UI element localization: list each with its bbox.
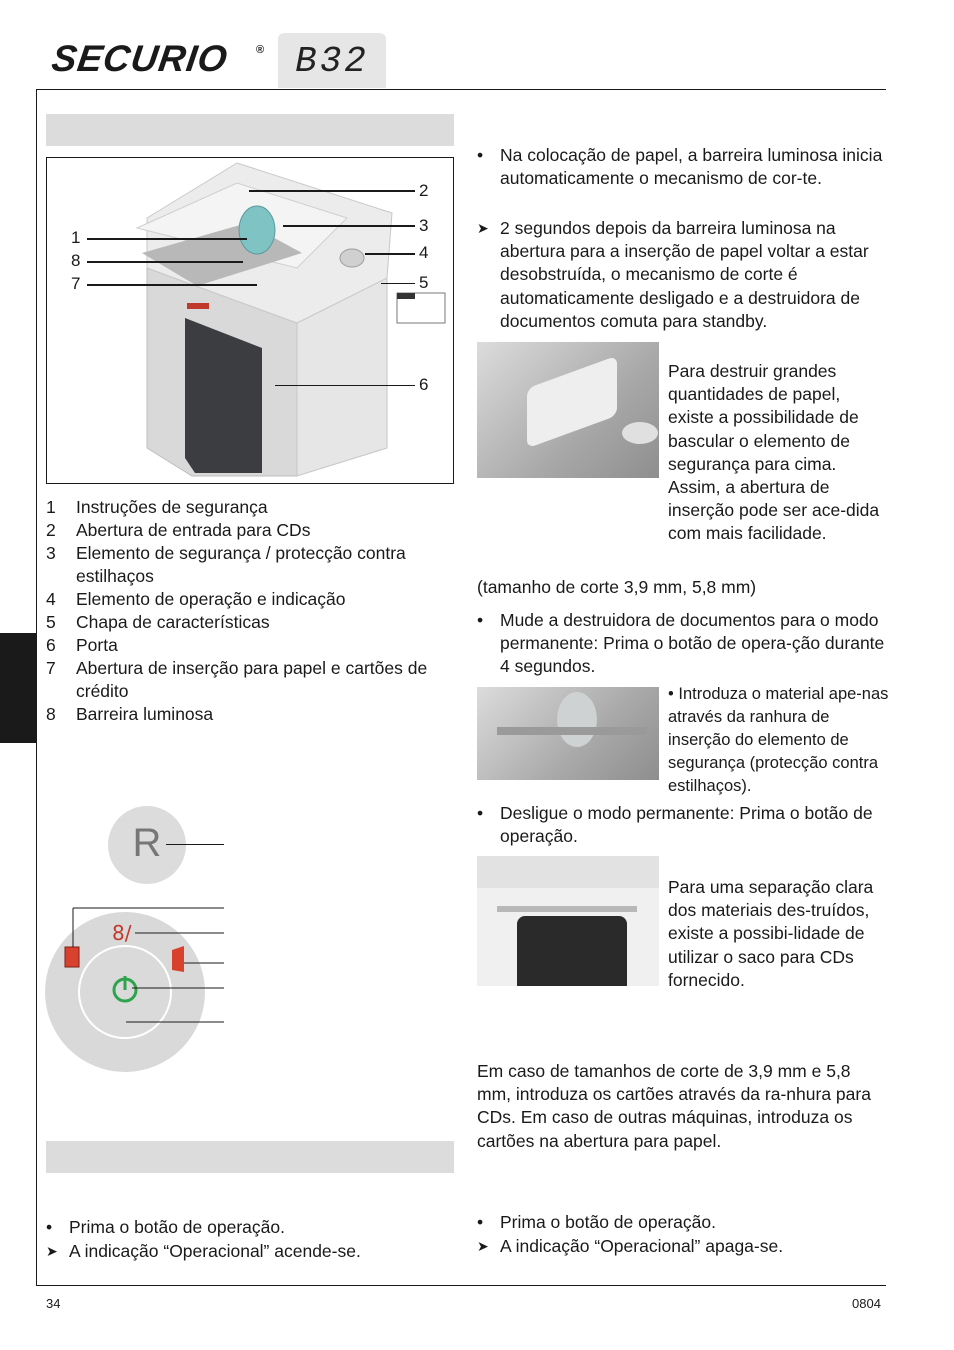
reset-button bbox=[108, 806, 186, 884]
panel-icons bbox=[60, 900, 230, 1030]
shredder-figure bbox=[46, 157, 454, 484]
insert-photo bbox=[477, 687, 659, 780]
callout-7: 7 bbox=[71, 274, 81, 293]
callout-1: 1 bbox=[71, 228, 81, 247]
instruction-bullet: • Prima o botão de operação. bbox=[477, 1212, 716, 1232]
callout-2: 2 bbox=[419, 181, 429, 200]
instruction-result: ➤ 2 segundos depois da barreira luminosa na abertura para a inserção de papel voltar a estar desobstruída, o mecanismo de corte é automaticamente desligado e a destruidora de documentos comuta para standby. bbox=[477, 218, 869, 331]
cut-size-note: (tamanho de corte 3,9 mm, 5,8 mm) bbox=[477, 577, 757, 597]
instruction-result: ➤ A indicação “Operacional” apaga-se. bbox=[477, 1236, 784, 1256]
motor-overload-icon: 8/ bbox=[112, 921, 132, 945]
callout-8: 8 bbox=[71, 251, 81, 270]
door-open-icon bbox=[172, 946, 184, 972]
chapter-tab bbox=[0, 633, 37, 743]
document-code: 0804 bbox=[852, 1296, 881, 1311]
instruction-bullet: • Prima o botão de operação. bbox=[46, 1217, 285, 1237]
leader-8 bbox=[87, 261, 243, 263]
frame-top-rule bbox=[36, 89, 886, 90]
instruction-bullet: • Mude a destruidora de documentos para o modo permanente: Prima o botão de opera-ção durante 4 segundos. bbox=[477, 610, 885, 677]
leader-3 bbox=[283, 225, 415, 227]
section-heading-band bbox=[46, 1141, 454, 1173]
cards-text: Em caso de tamanhos de corte de 3,9 mm e 5,8 mm, introduza os cartões através da ra-nhura para CDs. Em caso de outras máquinas, introduza os cartões na abertura para papel. bbox=[477, 1061, 871, 1151]
leader-4 bbox=[365, 253, 415, 255]
page-number: 34 bbox=[46, 1296, 61, 1311]
instruction-result: ➤ A indicação “Operacional” acende-se. bbox=[46, 1241, 361, 1261]
frame-bottom-rule bbox=[36, 1285, 886, 1286]
shredder-illustration bbox=[47, 158, 453, 483]
brand-logo: SECURIO bbox=[49, 38, 231, 79]
bin-full-icon bbox=[65, 947, 79, 967]
section-heading-band bbox=[46, 114, 454, 146]
callout-6: 6 bbox=[419, 375, 429, 394]
registered-mark: ® bbox=[256, 44, 265, 56]
instruction-bullet: • Na colocação de papel, a barreira luminosa inicia automaticamente o mecanismo de cor-te. bbox=[477, 145, 883, 189]
model-tab: B32 bbox=[278, 33, 386, 88]
instruction-bullet: • Desligue o modo permanente: Prima o botão de operação. bbox=[477, 803, 873, 847]
bag-text: Para uma separação clara dos materiais des-truídos, existe a possibi-lidade de utilizar o saco para CDs fornecido. bbox=[668, 877, 874, 990]
reset-letter: R bbox=[132, 821, 162, 865]
callout-4: 4 bbox=[419, 243, 429, 262]
tilt-photo bbox=[477, 342, 659, 478]
bag-photo bbox=[477, 856, 659, 986]
leader-1 bbox=[87, 238, 247, 240]
tilt-text: Para destruir grandes quantidades de papel, existe a possibilidade de bascular o elemento de segurança para cima. Assim, a abertura de inserção pode ser ace-dida com mais facilidade. bbox=[668, 361, 880, 544]
insert-text: • Introduza o material ape-nas através da ranhura de inserção do elemento de segurança (protecção contra estilhaços). bbox=[668, 685, 889, 795]
leader-7 bbox=[87, 284, 257, 286]
callout-5: 5 bbox=[419, 273, 429, 292]
leader-5 bbox=[381, 283, 415, 284]
leader-6 bbox=[275, 385, 415, 386]
callout-3: 3 bbox=[419, 216, 429, 235]
leader-2 bbox=[249, 190, 415, 192]
leader-reset bbox=[166, 844, 224, 845]
